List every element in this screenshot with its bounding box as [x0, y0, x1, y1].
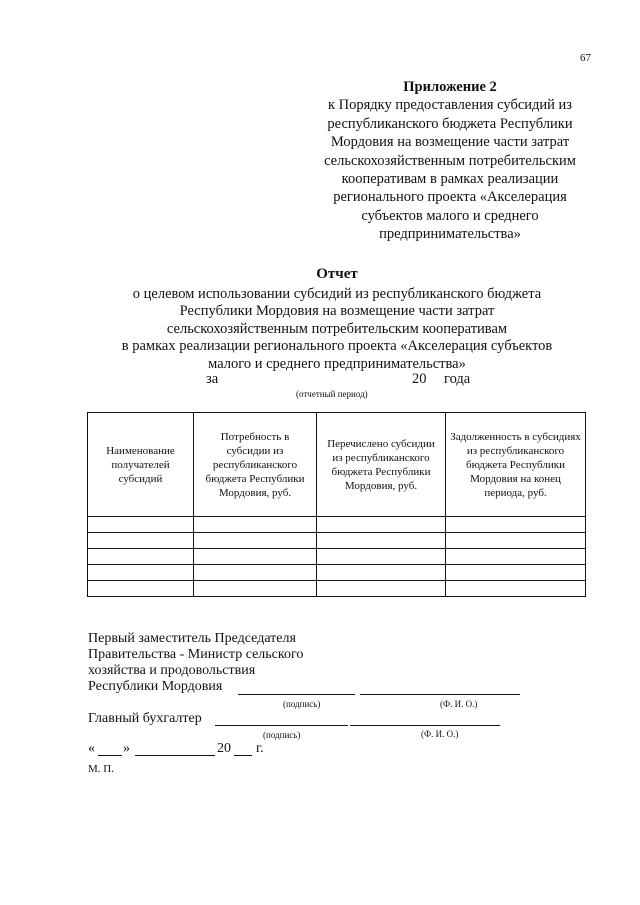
- column-header: Потребность в субсидии из республиканского бюджета Республики Мордовия, руб.: [194, 413, 317, 517]
- appendix-line: республиканского бюджета Республики: [327, 115, 573, 132]
- period-caption: (отчетный период): [296, 389, 368, 399]
- table-cell[interactable]: [317, 581, 446, 597]
- date-line: [88, 741, 488, 759]
- deputy-title: [88, 631, 303, 695]
- subsidy-table: [87, 412, 586, 597]
- page-number: 67: [580, 52, 591, 64]
- table-cell[interactable]: [88, 549, 194, 565]
- table-cell[interactable]: [317, 565, 446, 581]
- table-row: [88, 549, 586, 565]
- accountant-signature-line[interactable]: [215, 725, 348, 726]
- report-line: малого и среднего предпринимательства»: [208, 355, 466, 372]
- accountant-title: Главный бухгалтер: [88, 711, 202, 726]
- date-close-quote: »: [123, 741, 130, 756]
- appendix-line: к Порядку предоставления субсидий из: [327, 97, 573, 114]
- table-cell[interactable]: [194, 533, 317, 549]
- deputy-title-line: Первый заместитель Председателя: [88, 631, 296, 646]
- table-cell[interactable]: [194, 517, 317, 533]
- appendix-line: регионального проекта «Акселерация: [333, 189, 567, 206]
- report-line: о целевом использовании субсидий из республиканского бюджета: [132, 285, 542, 302]
- deputy-name-line[interactable]: [360, 694, 520, 695]
- appendix-line: сельскохозяйственным потребительским: [324, 152, 576, 169]
- table-cell[interactable]: [88, 581, 194, 597]
- deputy-signature-caption: (подпись): [283, 699, 321, 709]
- table-row: [88, 581, 586, 597]
- table-row: [88, 565, 586, 581]
- appendix-line: субъектов малого и среднего: [361, 207, 539, 224]
- table-cell[interactable]: [446, 549, 586, 565]
- report-heading: [90, 266, 584, 374]
- table-cell[interactable]: [88, 533, 194, 549]
- date-day-blank[interactable]: [98, 755, 122, 756]
- report-line: в рамках реализации регионального проекта «Акселерация субъектов: [121, 338, 553, 355]
- table-cell[interactable]: [194, 549, 317, 565]
- table-cell[interactable]: [194, 581, 317, 597]
- deputy-name-caption: (Ф. И. О.): [440, 699, 478, 709]
- appendix-title: Приложение 2: [403, 79, 497, 95]
- report-title: Отчет: [316, 266, 358, 282]
- period-suffix: года: [444, 371, 471, 387]
- period-year-prefix: 20: [412, 371, 427, 387]
- report-line: Республики Мордовия на возмещение части затрат: [179, 303, 495, 320]
- appendix-line: Мордовия на возмещение части затрат: [330, 134, 570, 151]
- date-year-prefix: 20: [217, 741, 231, 756]
- column-header: Перечислено субсидии из республиканского бюджета Республики Мордовия, руб.: [317, 413, 446, 517]
- appendix-line: кооперативам в рамках реализации: [341, 171, 559, 188]
- period-prefix: за: [206, 371, 219, 387]
- table-header-row: [88, 413, 586, 517]
- table-cell[interactable]: [317, 549, 446, 565]
- report-line: сельскохозяйственным потребительским кооперативам: [166, 320, 508, 337]
- accountant-name-line[interactable]: [350, 725, 500, 726]
- appendix-block: [300, 78, 600, 244]
- date-year-blank[interactable]: [234, 755, 252, 756]
- appendix-line: предпринимательства»: [379, 226, 521, 243]
- table-cell[interactable]: [446, 533, 586, 549]
- deputy-title-line: Правительства - Министр сельского: [88, 647, 304, 662]
- seal-placeholder: М. П.: [88, 763, 114, 775]
- date-year-suffix: г.: [256, 741, 264, 756]
- table-cell[interactable]: [446, 565, 586, 581]
- column-header: Задолженность в субсидиях из республиканского бюджета Республики Мордовия на конец периода, руб.: [446, 413, 586, 517]
- date-open-quote: «: [88, 741, 95, 756]
- date-month-blank[interactable]: [135, 755, 215, 756]
- table-cell[interactable]: [317, 533, 446, 549]
- table-cell[interactable]: [446, 517, 586, 533]
- column-header: Наименование получателей субсидий: [88, 413, 194, 517]
- deputy-signature-line[interactable]: [238, 694, 355, 695]
- table-cell[interactable]: [88, 565, 194, 581]
- deputy-title-line: Республики Мордовия: [88, 679, 223, 694]
- deputy-title-line: хозяйства и продовольствия: [88, 663, 256, 678]
- accountant-signature-caption: (подпись): [263, 730, 301, 740]
- table-cell[interactable]: [317, 517, 446, 533]
- accountant-name-caption: (Ф. И. О.): [421, 729, 459, 739]
- table-cell[interactable]: [194, 565, 317, 581]
- table-row: [88, 517, 586, 533]
- table-cell[interactable]: [88, 517, 194, 533]
- table-row: [88, 533, 586, 549]
- table-cell[interactable]: [446, 581, 586, 597]
